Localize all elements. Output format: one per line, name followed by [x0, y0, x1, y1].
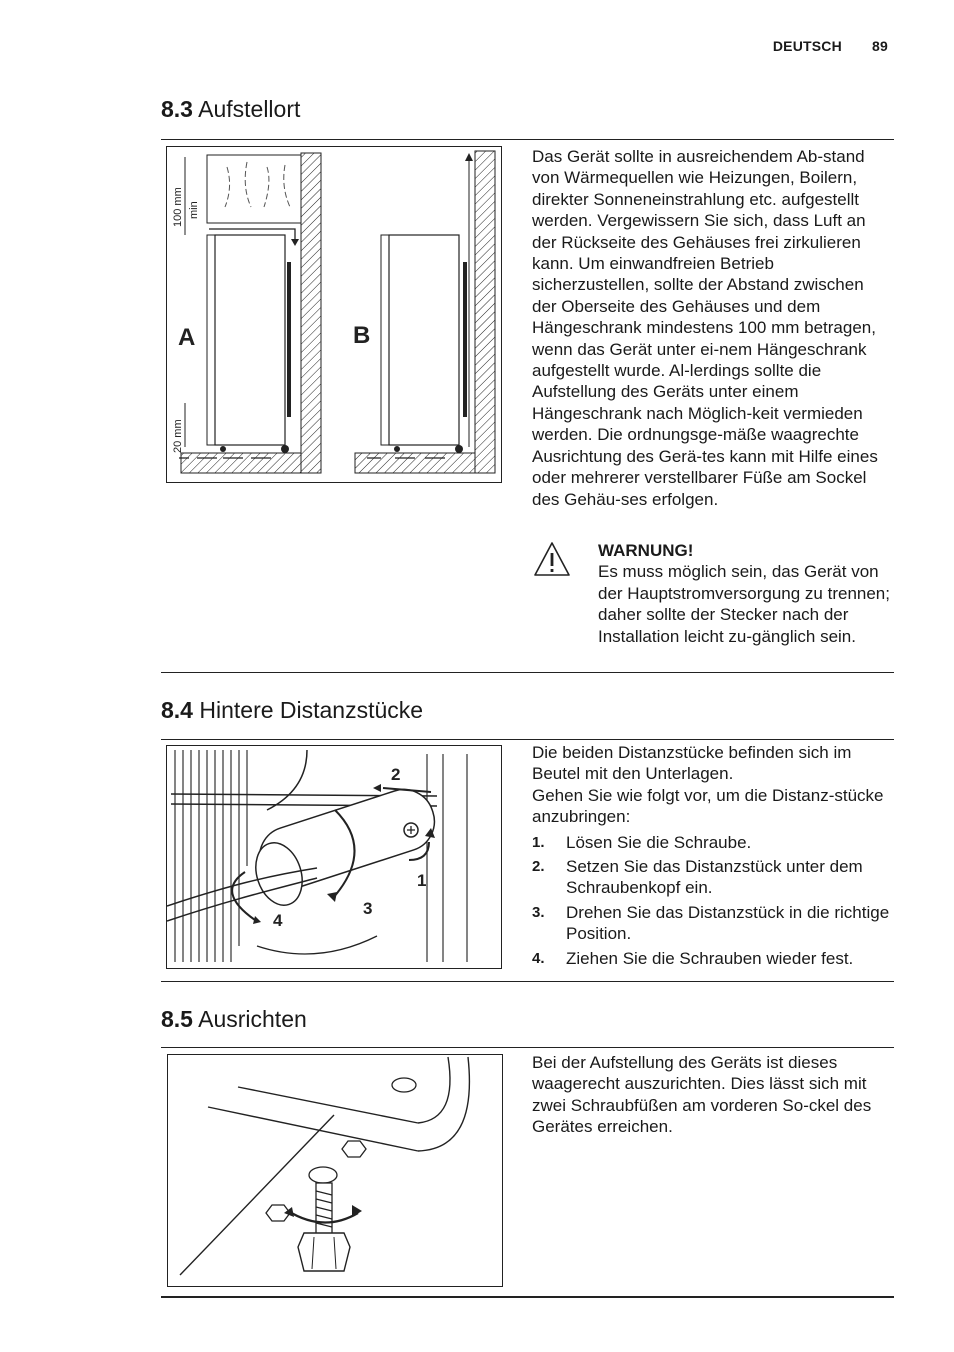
list-item: 4. Ziehen Sie die Schrauben wieder fest. — [532, 948, 854, 968]
wall-cabinet — [207, 155, 301, 223]
section-number: 8.4 — [161, 697, 193, 723]
placement-figure — [166, 146, 502, 483]
step-label-2: 2 — [391, 765, 401, 784]
list-item: 3. Drehen Sie das Distanzstück in die richtige Position. — [532, 902, 890, 944]
leveling-figure — [167, 1054, 503, 1287]
label-a: A — [178, 324, 196, 351]
section-title-8-4 — [161, 697, 423, 724]
fridge-b — [389, 235, 459, 445]
section-number: 8.5 — [161, 1006, 193, 1032]
section-8-4-body — [532, 742, 890, 972]
label-b: B — [353, 322, 371, 349]
warning-title: WARNUNG! — [598, 541, 694, 560]
list-item: 2. Setzen Sie das Distanzstück unter dem Schraubenkopf ein. — [532, 857, 863, 898]
language-label: DEUTSCH — [772, 38, 842, 54]
page-header — [773, 38, 888, 54]
section-heading: Ausrichten — [198, 1006, 307, 1032]
placement-diagram — [167, 147, 501, 482]
step-label-1: 1 — [417, 871, 427, 890]
intro-paragraph-1: Die beiden Distanzstücke befinden sich im Beutel mit den Unterlagen. — [532, 743, 852, 784]
steps-list — [532, 832, 890, 969]
list-item: 1. Lösen Sie die Schraube. — [532, 832, 752, 852]
label-min: min — [188, 201, 200, 219]
section-rule — [161, 139, 894, 140]
wall-a — [301, 153, 321, 473]
warning-triangle-icon — [532, 540, 572, 578]
section-rule — [161, 739, 894, 740]
warning-text: Es muss möglich sein, das Gerät von der Hauptstromversorgung zu trennen; daher sollte der Stecker nach der Installation leicht zu-gänglich sein. — [598, 562, 890, 646]
door-a — [207, 235, 215, 445]
bottom-rule — [161, 1296, 894, 1298]
floor-b — [355, 453, 475, 473]
intro-paragraph-2: Gehen Sie wie folgt vor, um die Distanz-stücke anzubringen: — [532, 785, 884, 827]
floor-a — [181, 453, 301, 473]
step-label-3: 3 — [363, 899, 373, 918]
spacer-figure — [166, 745, 502, 969]
section-heading: Hintere Distanzstücke — [199, 697, 424, 723]
wall-b — [475, 151, 495, 473]
section-number: 8.3 — [161, 96, 193, 122]
step-label-4: 4 — [273, 911, 283, 930]
label-top-clearance: 100 mm — [172, 187, 184, 227]
paragraph-aufstellort: Das Gerät sollte in ausreichendem Ab-stand von Wärmequellen wie Heizungen, Boilern, direkter Sonneneinstrahlung etc. aufgestellt werden. Vergewissern Sie sich, dass Luft an der Rückseite des Gehäuses frei zirkulieren kann. Um einwandfreien Betrieb sicherzustellen, sollte der Abstand zwischen der Oberseite des Gehäuses und dem Hängeschrank mindestens 100 mm betragen, wenn das Gerät unter ei-nem Hängeschrank aufgestellt wurde. Al-lerdings sollte die Aufstellung des Geräts unter einem Hängeschrank nach Möglich-keit vermieden werden. Die ordnungsge-mäße waagrechte Ausrichtung des Gerä-tes kann mit Hilfe eines oder mehrerer verstellbarer Füße am Sockel des Gehäu-ses erfolgen. — [532, 147, 878, 509]
section-8-5-body — [532, 1052, 888, 1138]
foot-base — [298, 1233, 350, 1271]
section-rule — [161, 1047, 894, 1048]
page-number: 89 — [872, 38, 888, 54]
door-b — [381, 235, 389, 445]
hex-nut-icon — [342, 1141, 366, 1157]
section-rule — [161, 981, 894, 982]
section-title-8-5 — [161, 1006, 307, 1033]
leveling-diagram — [168, 1055, 502, 1286]
section-rule — [161, 672, 894, 673]
paragraph-ausrichten: Bei der Aufstellung des Geräts ist dieses waagerecht auszurichten. Dies lässt sich mit zwei Schraubfüßen am vorderen So-ckel des Gerätes erreichen. — [532, 1053, 872, 1137]
fridge-a — [215, 235, 285, 445]
section-title-8-3 — [161, 96, 300, 123]
section-8-3-body — [532, 146, 888, 510]
section-heading: Aufstellort — [198, 96, 301, 122]
label-bottom-clearance: 20 mm — [172, 419, 184, 453]
spacer-diagram — [167, 746, 501, 968]
